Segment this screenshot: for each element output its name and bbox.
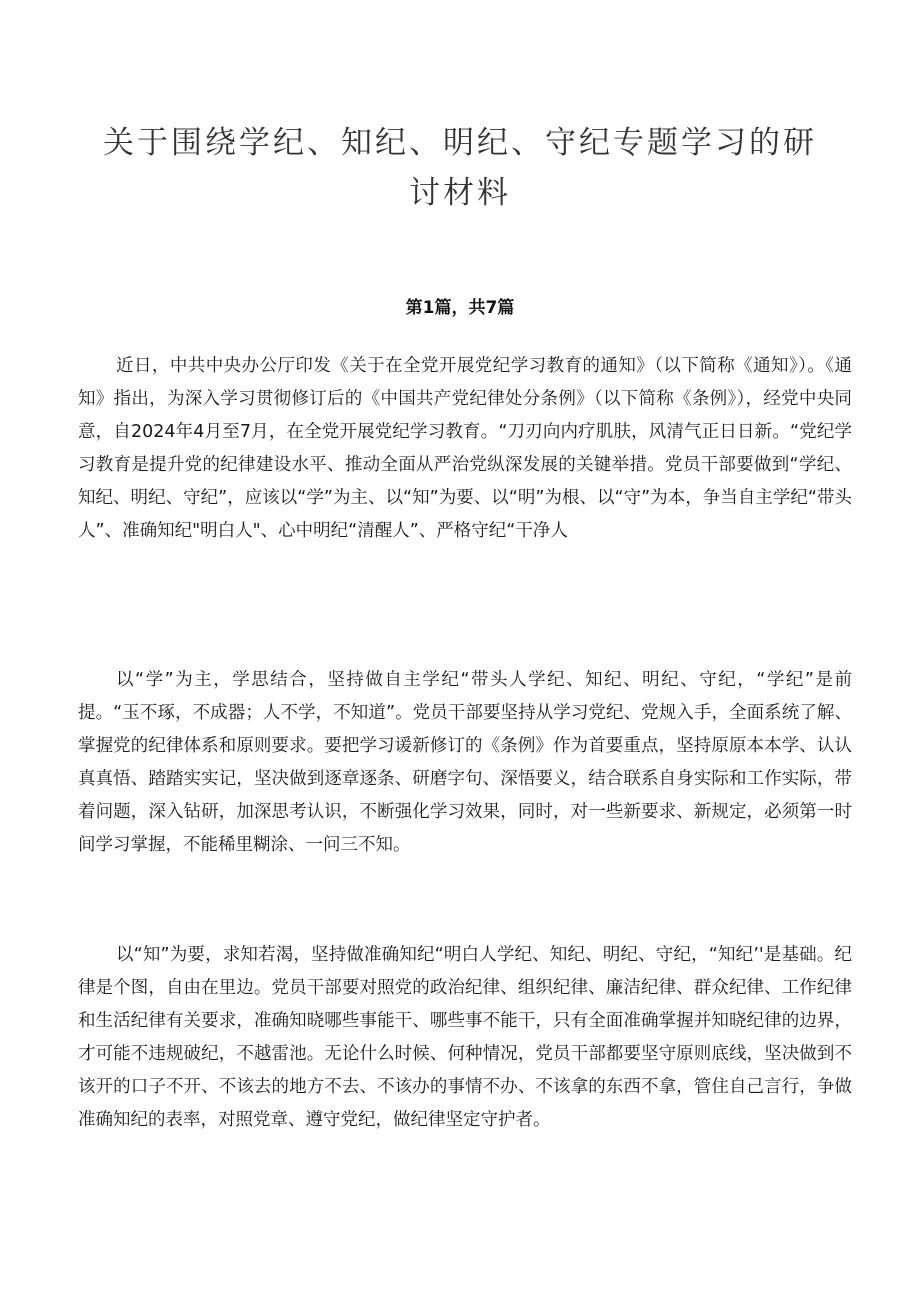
- paragraph-1: 近日，中共中央办公厅印发《关于在全党开展党纪学习教育的通知》（以下简称《通知》）。《通知》指出，为深入学习贯彻修订后的《中国共产党纪律处分条例》（以下简称《条例》），经党中央同意，自2024年4月至7月，在全党开展党纪学习教育。“刀刃向内疗肌肤，风清气正日日新。“党纪学习教育是提升党的纪律建设水平、推动全面从严治党纵深发展的关键举措。党员干部要做到“学纪、知纪、明纪、守纪”，应该以“学”为主、以“知”为要、以“明”为根、以“守”为本，争当自主学纪“带头人”、准确知纪"明白人"、心中明纪“清醒人”、严格守纪“干净人: [78, 356, 852, 541]
- document-title: 关于围绕学纪、知纪、明纪、守纪专题学习的研讨材料: [103, 125, 817, 211]
- paragraph-2: 以“学”为主，学思结合，坚持做自主学纪“带头人学纪、知纪、明纪、守纪，“学纪”是前提。“玉不琢，不成器；人不学，不知道”。党员干部要坚持从学习党纪、党规入手，全面系统了解、掌握党的纪律体系和原则要求。要把学习谖新修订的《条例》作为首要重点，坚持原原本本学、认认真真悟、踏踏实实记，坚决做到逐章逐条、研磨字句、深悟要义，结合联系自身实际和工作实际，带着问题，深入钻研，加深思考认识，不断强化学习效果，同时，对一些新要求、新规定，必须第一时间学习掌握，不能稀里糊涂、一问三不知。: [78, 670, 852, 855]
- paragraph-3: 以“知”为要，求知若渴，坚持做准确知纪“明白人学纪、知纪、明纪、守纪，“知纪’'是基础。纪律是个图，自由在里边。党员干部要对照党的政治纪律、组织纪律、廉洁纪律、群众纪律、工作纪律和生活纪律有关要求，准确知晓哪些事能干、哪些事不能干，只有全面准确掌握并知晓纪律的边界，才可能不违规破纪，不越雷池。无论什么时候、何种情况，党员干部都要坚守原则底线，坚决做到不该开的口子不开、不该去的地方不去、不该办的事情不办、不该拿的东西不拿，管住自己言行，争做准确知纪的表率，对照党章、遵守党纪，做纪律坚定守护者。: [78, 945, 852, 1130]
- part-indicator: 第1篇，共7篇: [405, 298, 515, 318]
